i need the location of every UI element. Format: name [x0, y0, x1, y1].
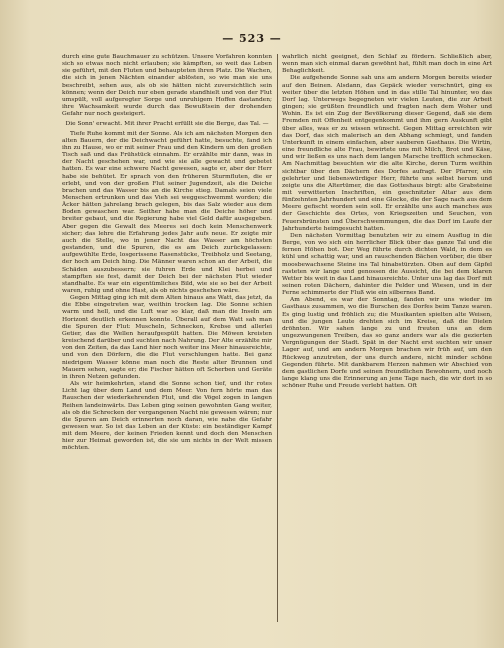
- paragraph: Den nächsten Vormittag benutzten wir zu einem Ausflug in die Berge, von wo sich ein herrlicher Blick über das ganze Tal und die fernen Höhen bot. Der Weg führte durch dichten Wald, in dem es kühl und schattig war, und an rauschenden Bächen vorüber, die über moosbewachsene Steine ins Tal hinabstürzten. Oben auf dem Gipfel rasteten wir lange und genossen die Aussicht, die bei dem klaren Wetter bis weit in das Land hinausreichte. Unter uns lag das Dorf mit seinen roten Dächern, dahinter die Felder und Wiesen, und in der Ferne schimmerte der Fluß wie ein silbernes Band.: [282, 232, 492, 297]
- paragraph: durch eine gute Bauchmauer zu schützen. Unsere Vorfahren konnten sich so etwas noch nicht erlauben; sie kämpften, so weit das Leben sie geführt, mit den Fluten und behaupteten ihren Platz. Die Wachen, die sich in jenen Nächten einander ablösten, so wie man sie uns beschreibt, sehen aus, als ob sie hätten nicht zuversichtlich sein können; wenn der Deich nur eben gerade standhielt und von der Flut umspült, voll aufgeregter Sorge und unruhigem Hoffen dastanden; ihre Wachsamkeit wurde durch das Bewußtsein der drohenden Gefahr nur noch gesteigert.: [62, 54, 272, 118]
- paragraph: wahrlich nicht geeignet, den Schlaf zu fördern. Schließlich aber, wenn man sich einmal daran gewöhnt hat, fühlt man doch in eine Art Behaglichkeit.: [282, 54, 492, 75]
- paragraph: Tiefe Ruhe kommt mit der Sonne. Als ich am nächsten Morgen den alten Bauern, der die Deichwacht geführt hatte, besuchte, fand ich ihn zu Hause, wo er mit seiner Frau und den Kindern um den großen Tisch saß und das Frühstück einnahm. Er erzählte mir dann, was in der Nacht geschehen war, und wie sie alle gewacht und gebetet hatten. Es war eine schwere Nacht gewesen, sagte er, aber der Herr habe sie behütet. Er sprach von den früheren Sturmfluten, die er erlebt, und von der großen Flut seiner Jugendzeit, als die Deiche brachen und das Wasser bis an die Kirche stieg. Damals seien viele Menschen ertrunken und das Vieh sei weggeschwemmt worden; die Äcker hätten jahrelang brach gelegen, bis das Salz wieder aus dem Boden gewaschen war. Seither habe man die Deiche höher und breiter gebaut, und die Regierung habe viel Geld dafür ausgegeben. Aber gegen die Gewalt des Meeres sei doch kein Menschenwerk sicher; das lehre die Erfahrung jedes Jahr aufs neue. Er zeigte mir auch die Stelle, wo in jener Nacht das Wasser am höchsten gestanden, und die Spuren, die es am Deich zurückgelassen: aufgewühlte Erde, losgerissene Rasenstücke, Treibholz und Seetang, der hoch am Deich hing. Die Männer waren schon an der Arbeit, die Schäden auszubessern; sie fuhren Erde und Klei herbei und stampften sie fest, damit der Deich bei der nächsten Flut wieder standhalte. Es war ein eigentümliches Bild, wie sie so bei der Arbeit waren, ruhig und ohne Hast, als ob nichts geschehen wäre.: [62, 130, 272, 294]
- column-divider: [277, 54, 278, 622]
- page-number: — 523 —: [222, 32, 282, 45]
- right-column: [282, 54, 492, 624]
- left-column: [62, 54, 272, 624]
- paragraph: Die aufgehende Sonne sah uns am andern Morgen bereits wieder auf den Beinen. Alsdann, das Gepäck wieder verschnürt, ging es weiter über die letzten Höhen und in das stille Tal hinunter, wo das Dorf lag. Unterwegs begegneten wir vielen Leuten, die zur Arbeit gingen; sie grüßten freundlich und fragten nach dem Woher und Wohin. Es ist ein Zug der Bevölkerung dieser Gegend, daß sie dem Fremden mit Offenheit entgegenkommt und ihm gern Auskunft gibt über alles, was er zu wissen wünscht. Gegen Mittag erreichten wir das Dorf, das sich malerisch an den Abhang schmiegt, und fanden Unterkunft in einem einfachen, aber sauberen Gasthaus. Die Wirtin, eine freundliche alte Frau, bewirtete uns mit Milch, Brot und Käse, und wir ließen es uns nach dem langen Marsche trefflich schmecken. Am Nachmittag besuchten wir die alte Kirche, deren Turm weithin sichtbar über den Dächern des Dorfes aufragt. Der Pfarrer, ein gelehrter und liebenswürdiger Herr, führte uns selbst herum und zeigte uns die Altertümer, die das Gotteshaus birgt: alte Grabsteine mit verwitterten Inschriften, ein geschnitzter Altar aus dem fünfzehnten Jahrhundert und eine Glocke, die der Sage nach aus dem Meere gefischt worden sein soll. Er erzählte uns auch manches aus der Geschichte des Ortes, von Kriegszeiten und Seuchen, von Feuersbrünsten und Überschwemmungen, die das Dorf im Laufe der Jahrhunderte heimgesucht hatten.: [282, 75, 492, 232]
- paragraph: Am Abend, es war der Sonntag, fanden wir uns wieder im Gasthaus zusammen, wo die Burschen des Dorfes beim Tanze waren. Es ging lustig und fröhlich zu; die Musikanten spielten alte Weisen, und die jungen Leute drehten sich im Kreise, daß die Dielen dröhnten. Wir sahen lange zu und freuten uns an dem ungezwungenen Treiben, das so ganz anders war als die gezierten Vergnügungen der Stadt. Spät in der Nacht erst suchten wir unser Lager auf, und am andern Morgen brachen wir früh auf, um den Rückweg anzutreten, der uns durch andere, nicht minder schöne Gegenden führte. Mit dankbarem Herzen nahmen wir Abschied von dem gastlichen Dorfe und seinen freundlichen Bewohnern, und noch lange klang uns die Erinnerung an jene Tage nach, die wir dort in so schöner Ruhe und Freude verlebt hatten. Oft: [282, 297, 492, 390]
- verse-line: Die Sonn' erwacht. Mit ihrer Pracht erfüllt sie die Berge, das Tal. —: [65, 121, 269, 128]
- paragraph: Als wir heimkehrten, stand die Sonne schon tief, und ihr rotes Licht lag über dem Land und dem Meer. Von fern hörte man das Rauschen der wiederkehrenden Flut, und die Vögel zogen in langen Reihen landeinwärts. Das Leben ging seinen gewohnten Gang weiter, als ob die Schrecken der vergangenen Nacht nie gewesen wären; nur die Spuren am Deich erinnerten noch daran, wie nahe die Gefahr gewesen war. So ist das Leben an der Küste: ein beständiger Kampf mit dem Meere, der keinen Frieden kennt und doch den Menschen hier zur Heimat geworden ist, die sie um nichts in der Welt missen möchten.: [62, 381, 272, 452]
- paragraph: Gegen Mittag ging ich mit dem Alten hinaus ans Watt, das jetzt, da die Ebbe eingetreten war, weithin trocken lag. Die Sonne schien warm und hell, und die Luft war so klar, daß man die Inseln am Horizont deutlich erkennen konnte. Überall auf dem Watt sah man die Spuren der Flut: Muscheln, Schnecken, Krebse und allerlei Getier, das die Wellen heraufgespült hatten. Die Möwen kreisten kreischend darüber und suchten nach Nahrung. Der Alte erzählte mir von den Zeiten, da das Land hier noch weiter ins Meer hinausreichte, und von den Dörfern, die die Flut verschlungen hatte. Bei ganz niedrigem Wasser könne man noch die Reste alter Brunnen und Mauern sehen, sagte er; die Fischer hätten oft Scherben und Geräte in ihren Netzen gefunden.: [62, 295, 272, 380]
